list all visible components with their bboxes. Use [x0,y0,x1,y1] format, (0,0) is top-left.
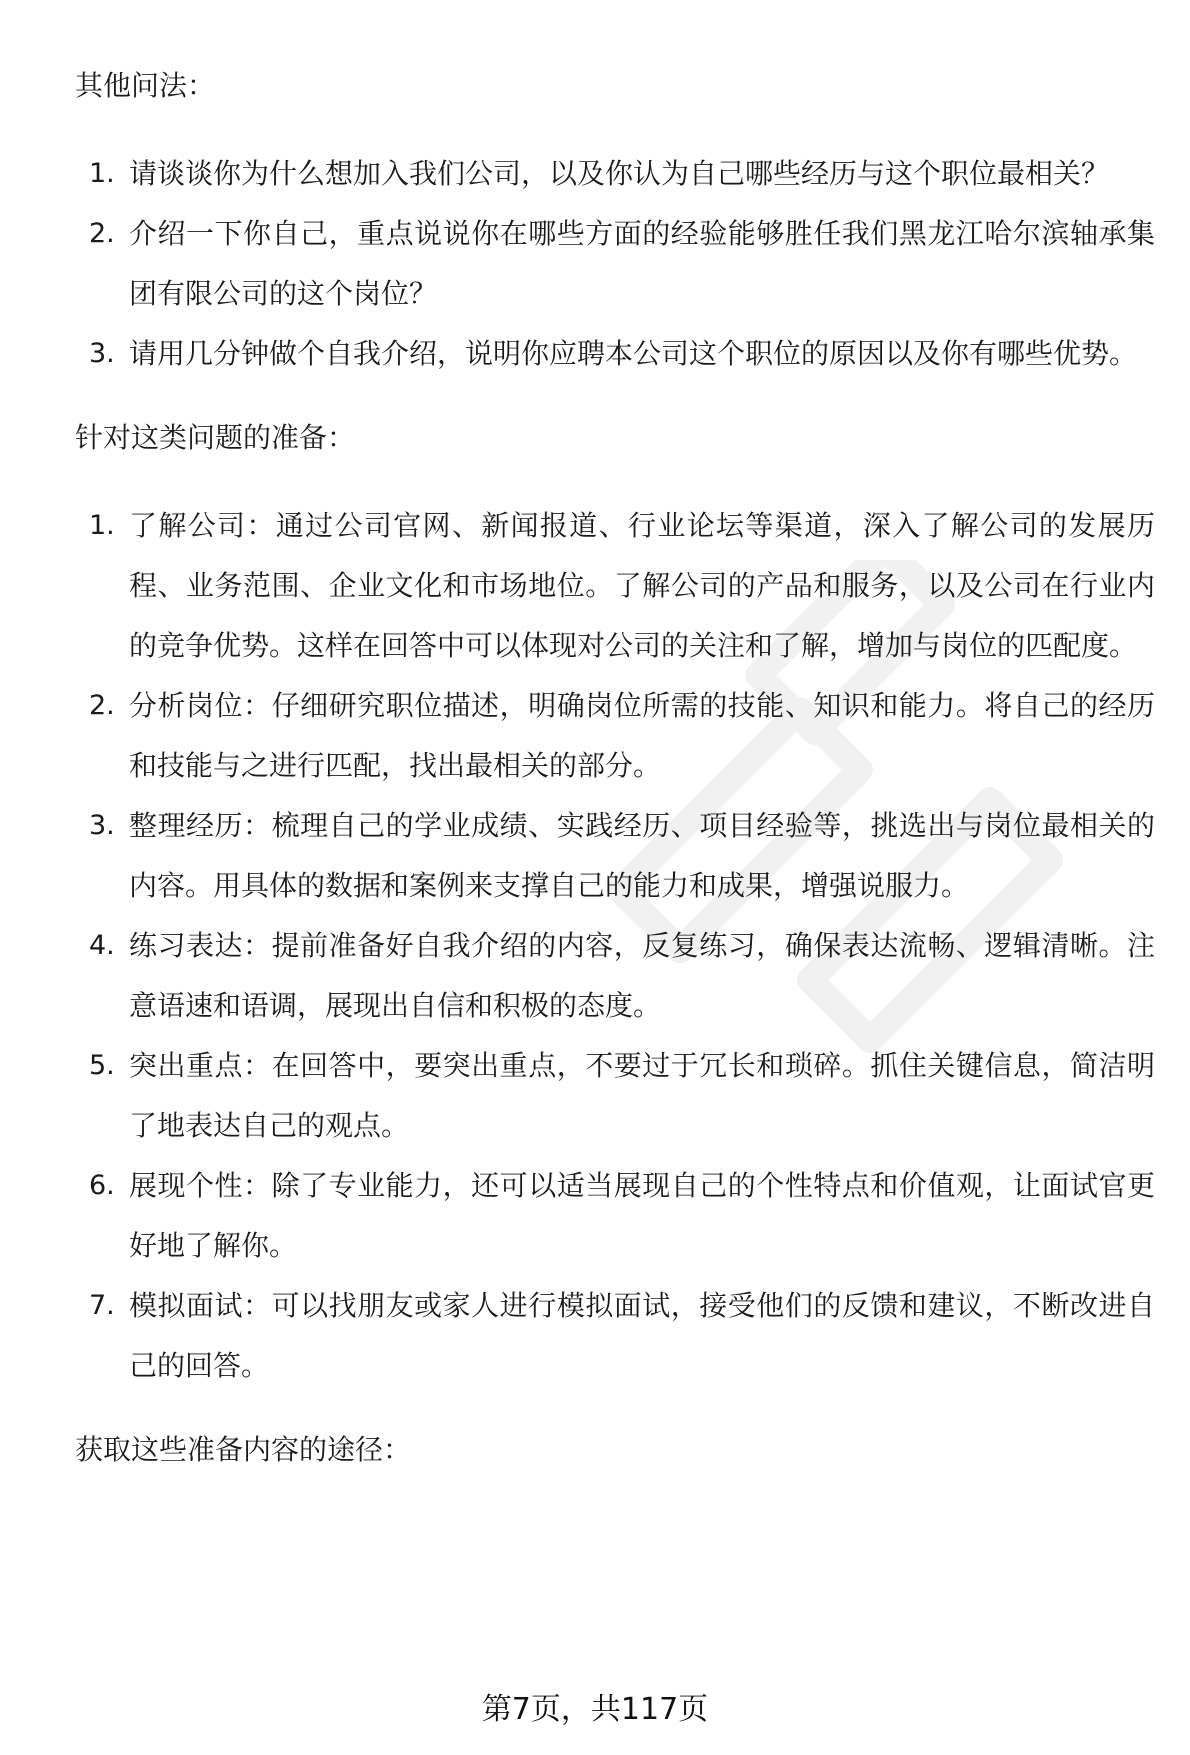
list-number: 3. [89,338,115,369]
list-item [75,1276,1155,1396]
list-number: 1. [89,510,115,541]
other-questions-list [75,144,1155,384]
list-item [75,916,1155,1036]
list-item [75,144,1155,204]
list-text: 介绍一下你自己，重点说说你在哪些方面的经验能够胜任我们黑龙江哈尔滨轴承集团有限公司的这个岗位？ [129,217,1155,310]
list-text: 突出重点：在回答中，要突出重点，不要过于冗长和琐碎。抓住关键信息，简洁明了地表达自己的观点。 [129,1049,1155,1142]
list-item [75,1156,1155,1276]
list-number: 7. [89,1290,115,1321]
section-title-sources: 获取这些准备内容的途径： [75,1433,412,1466]
list-item [75,1036,1155,1156]
list-number: 1. [89,158,115,189]
page-number: 第7页，共117页 [481,1692,709,1727]
list-text: 分析岗位：仔细研究职位描述，明确岗位所需的技能、知识和能力。将自己的经历和技能与之进行匹配，找出最相关的部分。 [129,689,1155,782]
section-title-preparation: 针对这类问题的准备： [75,421,356,454]
list-number: 3. [89,810,115,841]
list-number: 2. [89,218,115,249]
list-text: 请用几分钟做个自我介绍，说明你应聘本公司这个职位的原因以及你有哪些优势。 [129,337,1138,370]
list-item [75,324,1155,384]
list-text: 展现个性：除了专业能力，还可以适当展现自己的个性特点和价值观，让面试官更好地了解你。 [129,1169,1155,1262]
list-number: 5. [89,1050,115,1081]
document-body [75,60,1155,1476]
list-item [75,204,1155,324]
section-title-other-questions: 其他问法： [75,69,216,102]
list-text: 模拟面试：可以找朋友或家人进行模拟面试，接受他们的反馈和建议，不断改进自己的回答。 [129,1289,1155,1382]
list-item [75,676,1155,796]
list-number: 4. [89,930,115,961]
list-item [75,796,1155,916]
list-item [75,496,1155,676]
list-number: 2. [89,690,115,721]
preparation-list [75,496,1155,1396]
list-text: 请谈谈你为什么想加入我们公司，以及你认为自己哪些经历与这个职位最相关？ [129,157,1110,190]
list-text: 了解公司：通过公司官网、新闻报道、行业论坛等渠道，深入了解公司的发展历程、业务范围、企业文化和市场地位。了解公司的产品和服务，以及公司在行业内的竞争优势。这样在回答中可以体现对公司的关注和了解，增加与岗位的匹配度。 [129,509,1155,662]
list-text: 练习表达：提前准备好自我介绍的内容，反复练习，确保表达流畅、逻辑清晰。注意语速和语调，展现出自信和积极的态度。 [129,929,1155,1022]
list-number: 6. [89,1170,115,1201]
list-text: 整理经历：梳理自己的学业成绩、实践经历、项目经验等，挑选出与岗位最相关的内容。用具体的数据和案例来支撑自己的能力和成果，增强说服力。 [129,809,1155,902]
